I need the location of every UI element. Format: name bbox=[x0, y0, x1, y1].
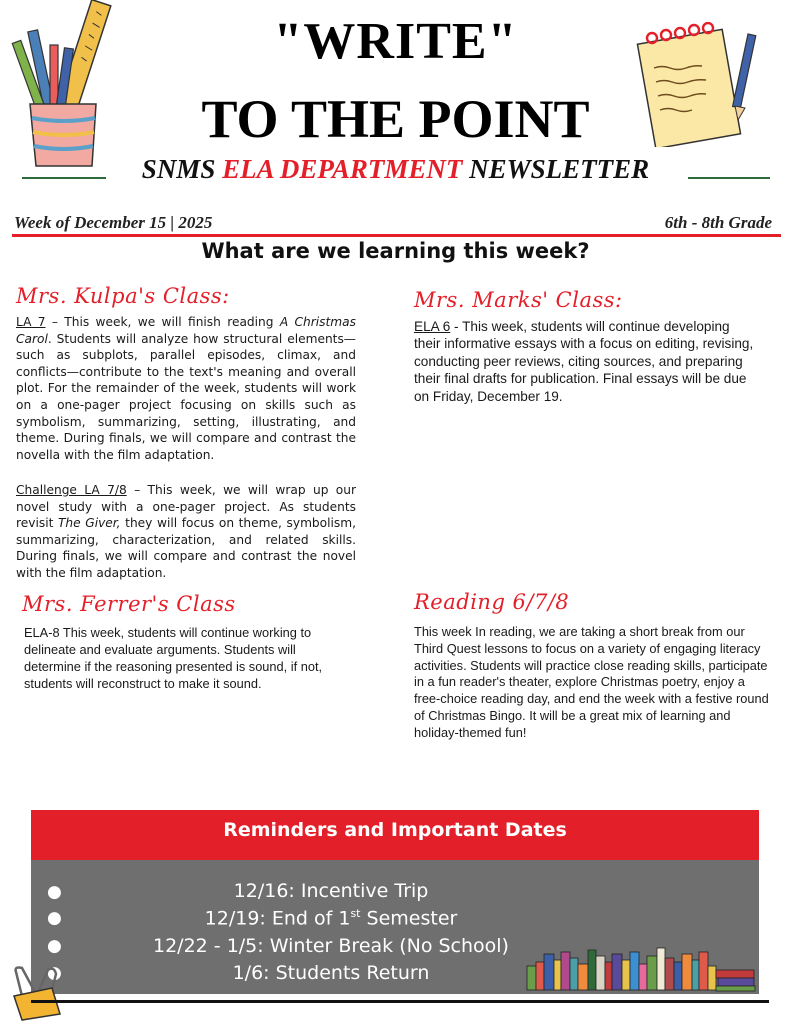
newsletter-title-line2: TO THE POINT bbox=[201, 89, 590, 149]
newsletter-subtitle: SNMS ELA DEPARTMENT NEWSLETTER bbox=[141, 154, 650, 184]
reminder-item: 1/6: Students Return bbox=[232, 962, 430, 984]
books-icon bbox=[525, 944, 757, 992]
marks-heading: Mrs. Marks' Class: bbox=[414, 288, 623, 312]
reminder-item: 12/19: End of 1st Semester bbox=[204, 907, 458, 930]
section-question: What are we learning this week? bbox=[201, 239, 590, 263]
reading-paragraph: This week In reading, we are taking a short break from our Third Quest lessons to focus on a variety of engaging literacy activities. Students will practice close reading skills, participate in a fun reader's theater, explore Christmas poetry, enjoy a free-choice reading day, and end the week with a festive round of Christmas Bingo. It will be a great mix of learning and holiday-themed fun! bbox=[414, 624, 769, 740]
divider-left bbox=[22, 177, 106, 179]
binder-clip-icon bbox=[10, 966, 64, 1022]
reminder-item: 12/22 - 1/5: Winter Break (No School) bbox=[153, 935, 509, 957]
reminder-item: 12/16: Incentive Trip bbox=[233, 880, 429, 902]
marks-paragraph: ELA 6 - This week, students will continue developing their informative essays with a focus on editing, revising, conducting peer reviews, citing sources, and preparing their final drafts for publication. Final essays will be due on Friday, December 19. bbox=[414, 319, 754, 404]
reading-heading: Reading 6/7/8 bbox=[414, 590, 570, 614]
week-date: Week of December 15 | 2025 bbox=[14, 213, 213, 232]
newsletter-title-line1: "WRITE" bbox=[273, 13, 518, 70]
kulpa-la7-paragraph: LA 7 – This week, we will finish reading A Christmas Carol. Students will analyze how structural elements—such as subplots, parallel episodes, climax, and conflicts—contribute to the text's meaning and overall plot. For the remainder of the week, students will work on a one-pager project focusing on skills such as symbolism, summarizing, setting, illustrating, and theme. During finals, we will compare and contrast the novella with the film adaptation. bbox=[16, 315, 356, 462]
grade-range: 6th - 8th Grade bbox=[664, 213, 772, 232]
red-divider bbox=[12, 234, 781, 237]
reminders-panel: ● 12/16: Incentive Trip ● 12/19: End of 1st Semester ● 12/22 - 1/5: Winter Break (No School) ● 1/6: Students Return bbox=[31, 860, 759, 994]
reminders-heading: Reminders and Important Dates bbox=[31, 810, 759, 860]
week-bar bbox=[14, 213, 772, 233]
bottom-divider bbox=[31, 1000, 769, 1003]
ferrer-heading: Mrs. Ferrer's Class bbox=[22, 592, 236, 616]
divider-right bbox=[688, 177, 770, 179]
ferrer-paragraph: ELA-8 This week, students will continue working to delineate and evaluate arguments. Students will determine if the reasoning presented is sound, if not, students will reconstruct to make it sound. bbox=[24, 625, 323, 691]
kulpa-heading: Mrs. Kulpa's Class: bbox=[16, 284, 230, 308]
kulpa-challenge-paragraph: Challenge LA 7/8 – This week, we will wrap up our novel study with a one-pager project. As students revisit The Giver, they will focus on theme, symbolism, summarizing, characterization, and related skills. During finals, we will compare and contrast the novel with the film adaptation. bbox=[16, 483, 356, 580]
